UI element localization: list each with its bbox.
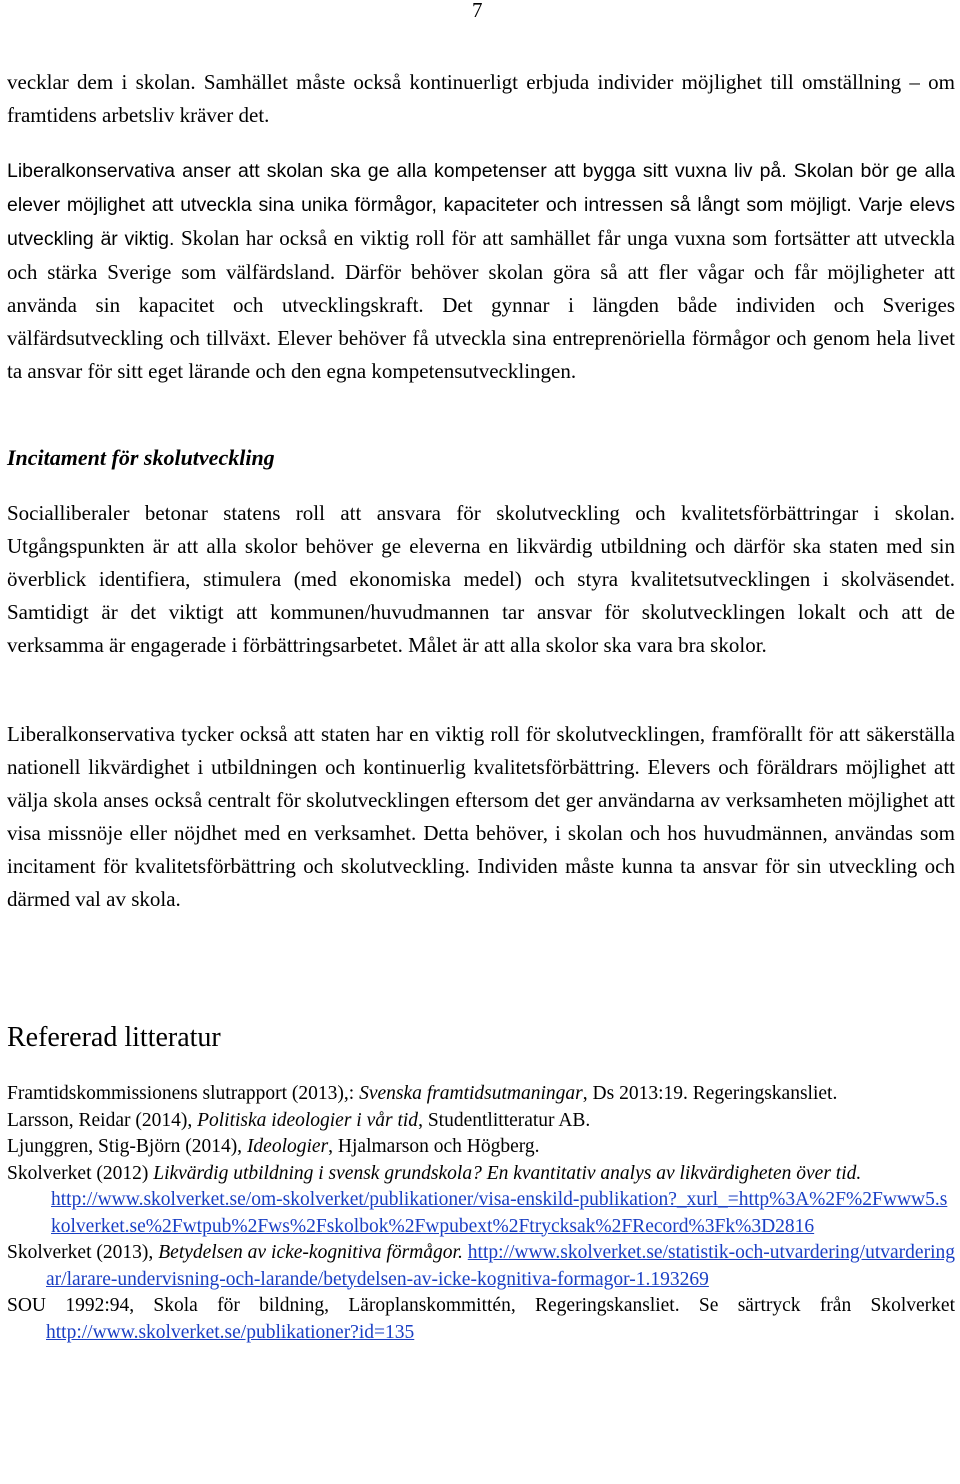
reference-title: Ideologier [246,1136,329,1157]
paragraph-1: vecklar dem i skolan. Samhället måste också kontinuerligt erbjuda individer möjlighet till omställning – om framtidens arbetsliv kräver det. [7,70,955,127]
reference-list [7,1081,955,1346]
reference-link[interactable]: http://www.skolverket.se/om-skolverket/publikationer/visa-enskild-publikation?_xurl_=http%3A%2F%2Fwww5.skolverket.se%2Fwtpub%2Fws%2Fskolbok%2Fwpubext%2Ftrycksak%2FRecord%3Fk%3D2816 [51,1189,948,1237]
reference-text: , Hjalmarson och Högberg. [328,1136,540,1157]
reference-url-line [46,1187,955,1240]
reference-item [7,1240,955,1293]
reference-text: Ljunggren, Stig-Björn (2014), [7,1136,247,1157]
reference-text: SOU 1992:94, Skola för bildning, Läroplanskommittén, Regeringskansliet. Se särtryck från Skolverket [7,1295,955,1316]
paragraph-2-serif-part: Skolan har också en viktig roll för att samhället får unga vuxna som fortsätter att utveckla och stärka Sverige som välfärdsland. Därför behöver skolan göra så att fler vågar och får möjligheter att använda sin kapacitet och utvecklingskraft. Det gynnar i längden både individen och Sveriges välfärdsutveckling och tillväxt. Elever behöver få utveckla sina entreprenöriella förmågor och genom hela livet ta ansvar för sitt eget lärande och den egna kompetensutvecklingen. [7,226,955,383]
reference-title: Betydelsen av icke-kognitiva förmågor. [158,1242,463,1263]
paragraph-3: Socialliberaler betonar statens roll att ansvara för skolutveckling och kvalitetsförbättringar i skolan. Utgångspunkten är att alla skolor behöver ge eleverna en likvärdig utbildning och därför ska staten med sin överblick identifiera, stimulera (med ekonomiska medel) och styra kvalitetsutvecklingen i skolväsendet. Samtidigt är det viktigt att kommunen/huvudmannen tar ansvar för skolutvecklingen lokalt och att de verksamma är engagerade i förbättringsarbetet. Målet är att alla skolor ska vara bra skolor. [7,501,955,657]
reference-item [7,1108,955,1135]
reference-text: Skolverket (2012) [7,1162,154,1184]
reference-text: Skolverket (2013), [7,1242,159,1263]
reference-item [7,1081,955,1108]
reference-text: Larsson, Reidar (2014), [7,1109,198,1131]
reference-title: Likvärdig utbildning i svensk grundskola? En kvantitativ analys av likvärdigheten över tid. [153,1162,862,1184]
reference-link[interactable]: http://www.skolverket.se/statistik-och-utvardering/utvarderingar/larare-undervisning-och-larande/betydelsen-av-icke-kognitiva-formagor-1.193269 [46,1242,955,1290]
paragraph-2-sans-part: Liberalkonservativa anser att skolan ska ge alla kompetenser att bygga sitt vuxna liv på. Skolan bör ge alla elever möjlighet att utveckla sina unika förmågor, kapaciteter och intressen så långt som möjligt. Varje elevs utveckling är viktig. [7,160,955,250]
reference-title: Svenska framtidsutmaningar [359,1083,583,1104]
subheading: Incitament för skolutveckling [7,445,275,470]
paragraph-2 [7,154,955,388]
reference-item [7,1293,955,1346]
references-heading: Refererad litteratur [7,1022,221,1053]
reference-text: , Ds 2013:19. Regeringskansliet. [582,1083,838,1104]
page-number: 7 [472,0,483,22]
reference-item [7,1134,955,1161]
reference-text: , Studentlitteratur AB. [418,1109,591,1131]
reference-title: Politiska ideologier i vår tid [197,1109,419,1131]
reference-link[interactable]: http://www.skolverket.se/publikationer?id=135 [46,1321,415,1343]
reference-item [7,1161,955,1241]
reference-text: Framtidskommissionens slutrapport (2013),: [7,1083,360,1104]
paragraph-4: Liberalkonservativa tycker också att staten har en viktig roll för skolutvecklingen, framförallt för att säkerställa nationell likvärdighet i utbildningen och kontinuerlig kvalitetsförbättring. Elevers och föräldrars möjlighet att välja skola anses också centralt för skolutvecklingen eftersom det ger användarna av verksamheten möjlighet att visa missnöje eller nöjdhet med en verksamhet. Detta behöver, i skolan och hos huvudmännen, användas som incitament för kvalitetsförbättring och skolutveckling. Individen måste kunna ta ansvar för sin utveckling och därmed val av skola. [7,722,955,911]
